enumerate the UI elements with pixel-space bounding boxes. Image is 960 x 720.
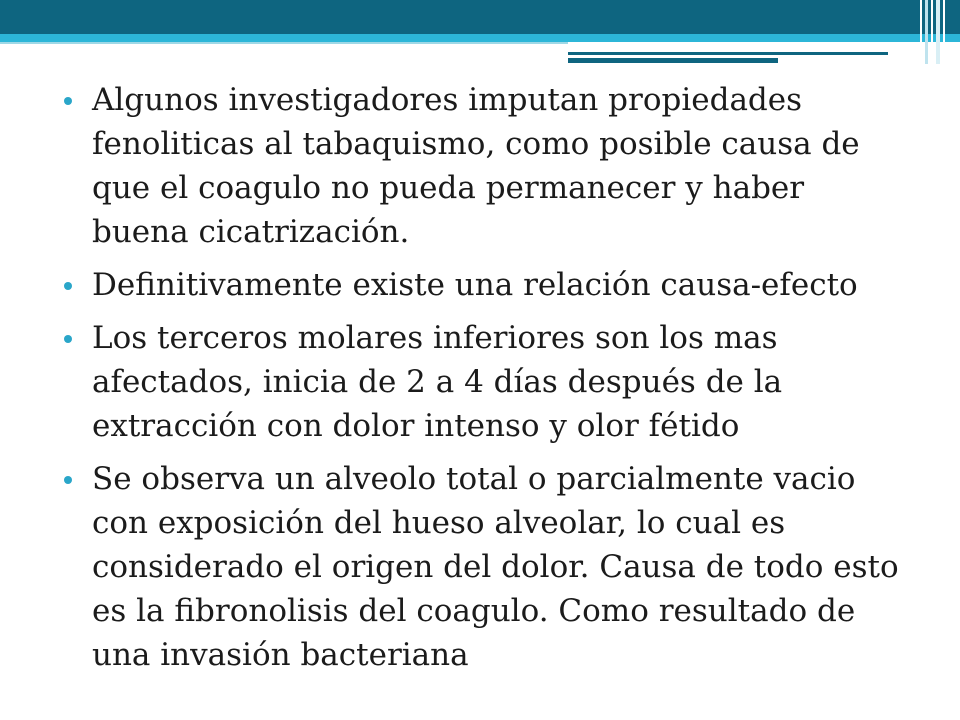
bullet-item: [64, 78, 904, 254]
bullet-dot-icon: [64, 476, 72, 484]
header-ribbon: [568, 42, 888, 52]
header-band: [0, 0, 960, 34]
header-ribbon-line-short: [568, 58, 778, 63]
bullet-text: Los terceros molares inferiores son los mas afectados, inicia de 2 a 4 días después de la extracción con dolor intenso y olor fétido: [92, 320, 783, 444]
bullet-dot-icon: [64, 335, 72, 343]
bullet-item: [64, 457, 904, 677]
bullet-text: Se observa un alveolo total o parcialmente vacio con exposición del hueso alveolar, lo cual es considerado el origen del dolor. Causa de todo esto es la fibronolisis del coagulo. Como resultado de una invasión bacteriana: [92, 461, 899, 673]
bullet-list: [64, 78, 904, 677]
header-accent-band: [0, 34, 960, 42]
bullet-text: Definitivamente existe una relación causa-efecto: [92, 267, 858, 303]
bullet-dot-icon: [64, 282, 72, 290]
slide-content: [64, 78, 904, 686]
header-thin-line: [0, 42, 570, 44]
header-ribbon-line: [568, 52, 888, 55]
bullet-dot-icon: [64, 97, 72, 105]
corner-stripes-decoration: [920, 0, 960, 64]
bullet-text: Algunos investigadores imputan propiedades fenoliticas al tabaquismo, como posible causa de que el coagulo no pueda permanecer y haber buena cicatrización.: [92, 82, 860, 250]
bullet-item: [64, 263, 904, 307]
bullet-item: [64, 316, 904, 448]
